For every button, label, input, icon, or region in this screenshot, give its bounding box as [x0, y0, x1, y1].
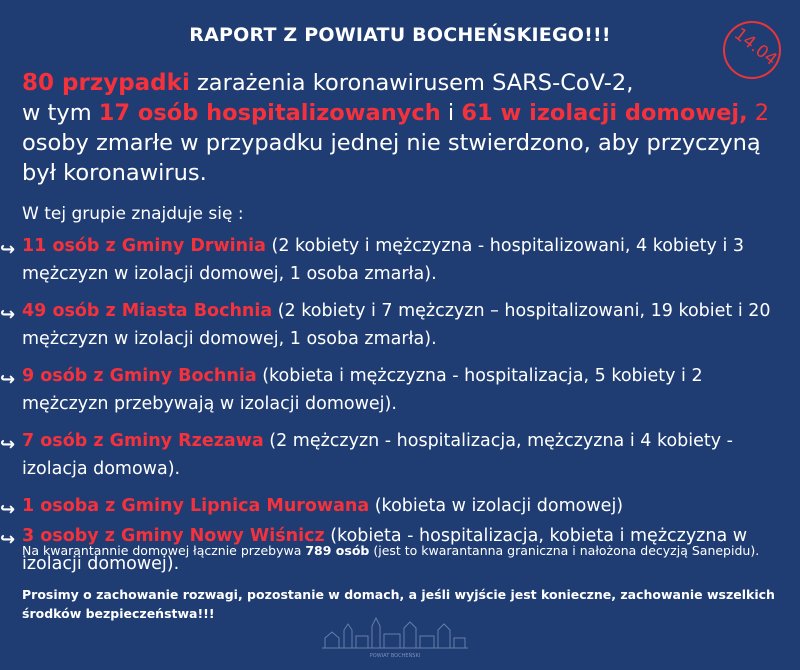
- arrow-icon: ↪: [0, 434, 16, 455]
- note-text-1: Na kwarantannie domowej łącznie przebywa: [22, 543, 306, 558]
- list-item: [0, 427, 800, 483]
- quarantine-note: [22, 542, 782, 559]
- logo-text: POWIAT BOCHEŃSKI: [369, 653, 421, 659]
- arrow-icon: ↪: [0, 529, 16, 550]
- lead-text-1: zarażenia koronawirusem SARS-CoV-2,: [189, 70, 634, 96]
- lead-text-2: w tym: [22, 100, 99, 126]
- date-stamp-text: 14.04: [730, 24, 781, 70]
- lead-text-4: osoby zmarłe w przypadku jednej nie stwierdzono, aby przyczyną był koronawirus.: [22, 130, 761, 186]
- list-item: [0, 232, 800, 288]
- item-head: 3 osoby z Gminy Nowy Wiśnicz: [22, 526, 325, 546]
- deaths-count: 2: [747, 100, 770, 126]
- report-title: RAPORT Z POWIATU BOCHEŃSKIEGO!!!: [189, 24, 611, 46]
- lead-text-3: i: [440, 100, 462, 126]
- item-text: (2 mężczyzn - hospitalizacja, mężczyzna i 4 kobiety - izolacja domowa).: [22, 431, 733, 479]
- item-text: (2 kobiety i mężczyzna - hospitalizowani, 4 kobiety i 3 mężczyzn w izolacji domowej, 1 osoba zmarła).: [22, 236, 744, 284]
- arrow-icon: ↪: [0, 239, 16, 260]
- item-text: (kobieta i mężczyzna - hospitalizacja, 5 kobiety i 2 mężczyzn przebywają w izolacji domowej).: [22, 366, 703, 414]
- item-head: 9 osób z Gminy Bochnia: [22, 366, 257, 386]
- note-text-2: (jest to kwarantanna graniczna i nałożona decyzją Sanepidu).: [369, 543, 760, 558]
- item-text: (kobieta w izolacji domowej): [369, 496, 624, 516]
- safety-appeal: Prosimy o zachowanie rozwagi, pozostanie w domach, a jeśli wyjście jest konieczne, zachowanie wszelkich środków bezpieczeństwa!!!: [22, 587, 775, 621]
- list-item: [0, 362, 800, 418]
- item-head: 49 osób z Miasta Bochnia: [22, 301, 273, 321]
- item-head: 11 osób z Gminy Drwinia: [22, 236, 266, 256]
- arrow-icon: ↪: [0, 304, 16, 325]
- item-head: 1 osoba z Gminy Lipnica Murowana: [22, 496, 370, 516]
- quarantine-count: 789 osób: [305, 543, 370, 558]
- hospitalized-count: 17 osób hospitalizowanych: [98, 100, 441, 126]
- group-intro: W tej grupie znajduje się :: [22, 204, 244, 224]
- arrow-icon: ↪: [0, 499, 16, 520]
- isolation-count: 61 w izolacji domowej,: [461, 100, 748, 126]
- item-head: 7 osób z Gminy Rzezawa: [22, 431, 264, 451]
- powiat-logo: [320, 612, 470, 664]
- lead-paragraph: [22, 68, 782, 188]
- list-item: [0, 297, 800, 353]
- list-item: [0, 492, 800, 520]
- arrow-icon: ↪: [0, 369, 16, 390]
- cases-count: 80 przypadki: [22, 70, 190, 96]
- item-text: (2 kobiety i 7 mężczyzn – hospitalizowani, 19 kobiet i 20 mężczyzn w izolacji domowej, 1 osoba zmarła).: [22, 301, 771, 349]
- municipality-list: [0, 232, 800, 587]
- item-text: (kobieta - hospitalizacja, kobieta i mężczyzna w izolacji domowej).: [22, 526, 748, 574]
